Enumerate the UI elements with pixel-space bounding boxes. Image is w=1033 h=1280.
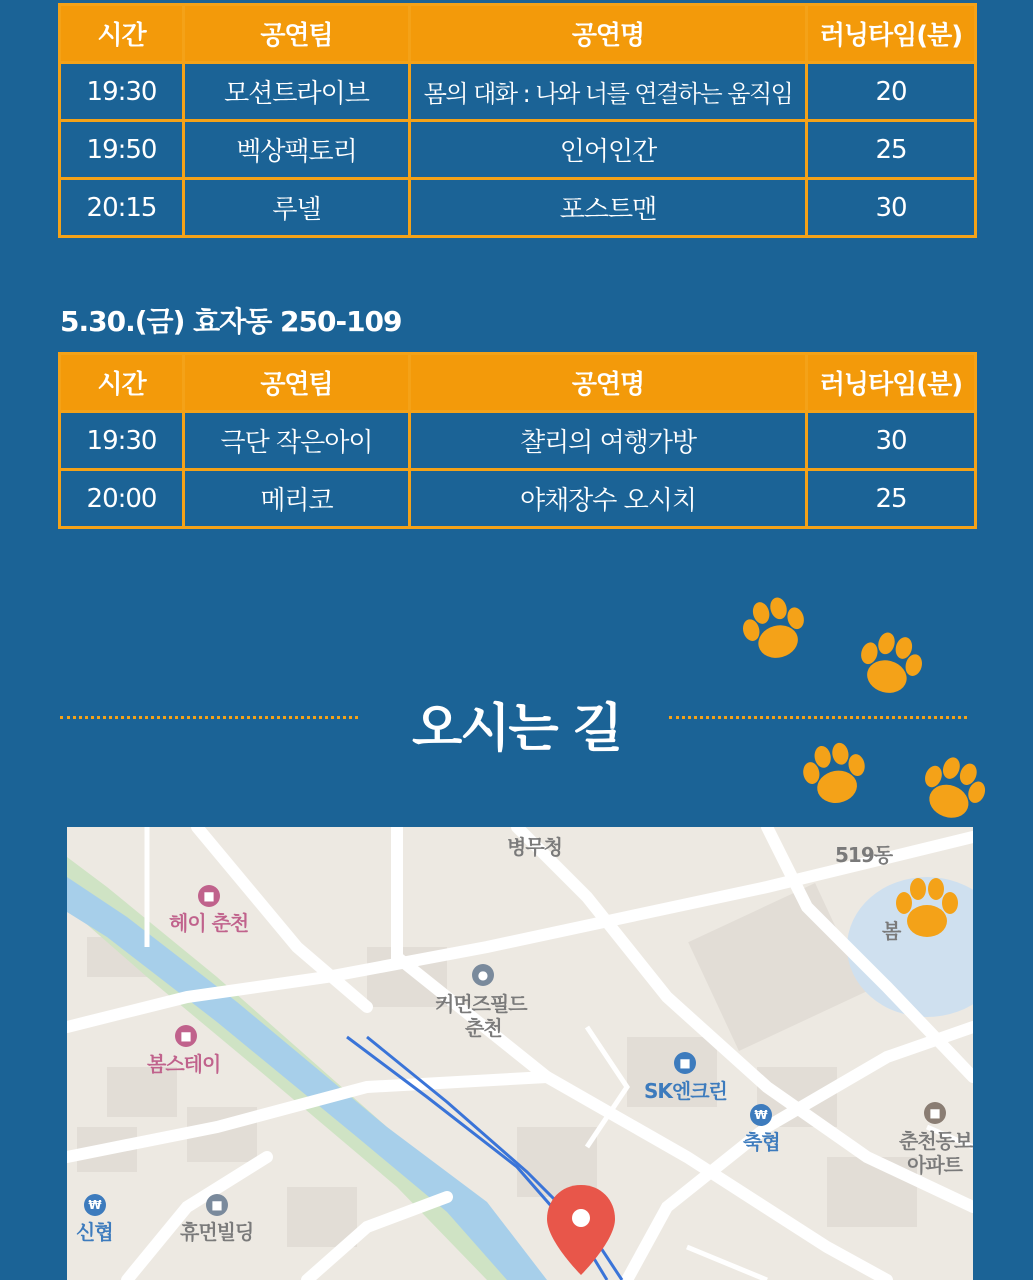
cell-runtime: 30 (807, 179, 976, 237)
cell-title: 야채장수 오시치 (410, 470, 807, 528)
cell-title: 인어인간 (410, 121, 807, 179)
cell-team: 루넬 (184, 179, 410, 237)
header-runtime: 러닝타임(분) (807, 354, 976, 412)
schedule-date-heading: 5.30.(금) 효자동 250-109 (60, 305, 402, 338)
apartment-icon: ■ (924, 1102, 946, 1124)
hotel-icon: ■ (198, 885, 220, 907)
map-label-byeongmu: 병무청 (507, 835, 562, 859)
location-pin-icon[interactable] (545, 1183, 617, 1277)
cell-title: 몸의 대화 : 나와 너를 연결하는 움직임 (410, 63, 807, 121)
cell-time: 19:30 (60, 412, 184, 470)
table-row (60, 121, 976, 179)
cell-time: 20:00 (60, 470, 184, 528)
cell-team: 모션트라이브 (184, 63, 410, 121)
header-runtime: 러닝타임(분) (807, 5, 976, 63)
map-label-shinhyup: 신협 (76, 1220, 113, 1244)
map-label-human: 휴먼빌딩 (180, 1220, 254, 1244)
schedule-table-1 (58, 3, 977, 238)
cell-team: 극단 작은아이 (184, 412, 410, 470)
map-label-commons1: 커먼즈필드 (435, 992, 527, 1016)
cell-runtime: 30 (807, 412, 976, 470)
hotel-icon: ■ (175, 1025, 197, 1047)
section-title: 오시는 길 (411, 699, 622, 759)
header-time: 시간 (60, 354, 184, 412)
cell-runtime: 25 (807, 470, 976, 528)
table-header-row (60, 5, 976, 63)
bank-icon: ₩ (84, 1194, 106, 1216)
paw-print-icon (845, 625, 935, 705)
map-label-sk: SK엔크린 (644, 1079, 727, 1103)
map-label-apt2: 아파트 (907, 1153, 962, 1177)
cell-team: 메리코 (184, 470, 410, 528)
header-title: 공연명 (410, 5, 807, 63)
header-title: 공연명 (410, 354, 807, 412)
gas-station-icon: ■ (674, 1052, 696, 1074)
building-icon: ● (472, 964, 494, 986)
bank-icon: ₩ (750, 1104, 772, 1126)
paw-print-icon (790, 735, 880, 815)
cell-time: 19:50 (60, 121, 184, 179)
table-row (60, 179, 976, 237)
building-icon: ■ (206, 1194, 228, 1216)
cell-team: 벡상팩토리 (184, 121, 410, 179)
paw-print-icon (730, 590, 820, 670)
table-row (60, 470, 976, 528)
map-label-nh: 축협 (743, 1130, 780, 1154)
table-row (60, 412, 976, 470)
schedule-table-2 (58, 352, 977, 529)
table-row (60, 63, 976, 121)
map-label-bomstay: 봄스테이 (147, 1052, 221, 1076)
cell-time: 20:15 (60, 179, 184, 237)
map-label-apt1: 춘천동보 (899, 1129, 973, 1153)
header-team: 공연팀 (184, 354, 410, 412)
cell-runtime: 25 (807, 121, 976, 179)
cell-title: 포스트맨 (410, 179, 807, 237)
paw-print-icon (882, 869, 972, 949)
header-team: 공연팀 (184, 5, 410, 63)
map-label-commons2: 춘천 (465, 1016, 502, 1040)
cell-runtime: 20 (807, 63, 976, 121)
map-label-school: 봄 (882, 919, 901, 943)
cell-title: 챨리의 여행가방 (410, 412, 807, 470)
header-time: 시간 (60, 5, 184, 63)
cell-time: 19:30 (60, 63, 184, 121)
map-label-hey: 헤이 춘천 (169, 911, 249, 935)
table-header-row (60, 354, 976, 412)
paw-print-icon (908, 750, 998, 830)
map-label-univ: 519동 (835, 843, 893, 867)
location-map[interactable] (67, 827, 973, 1280)
